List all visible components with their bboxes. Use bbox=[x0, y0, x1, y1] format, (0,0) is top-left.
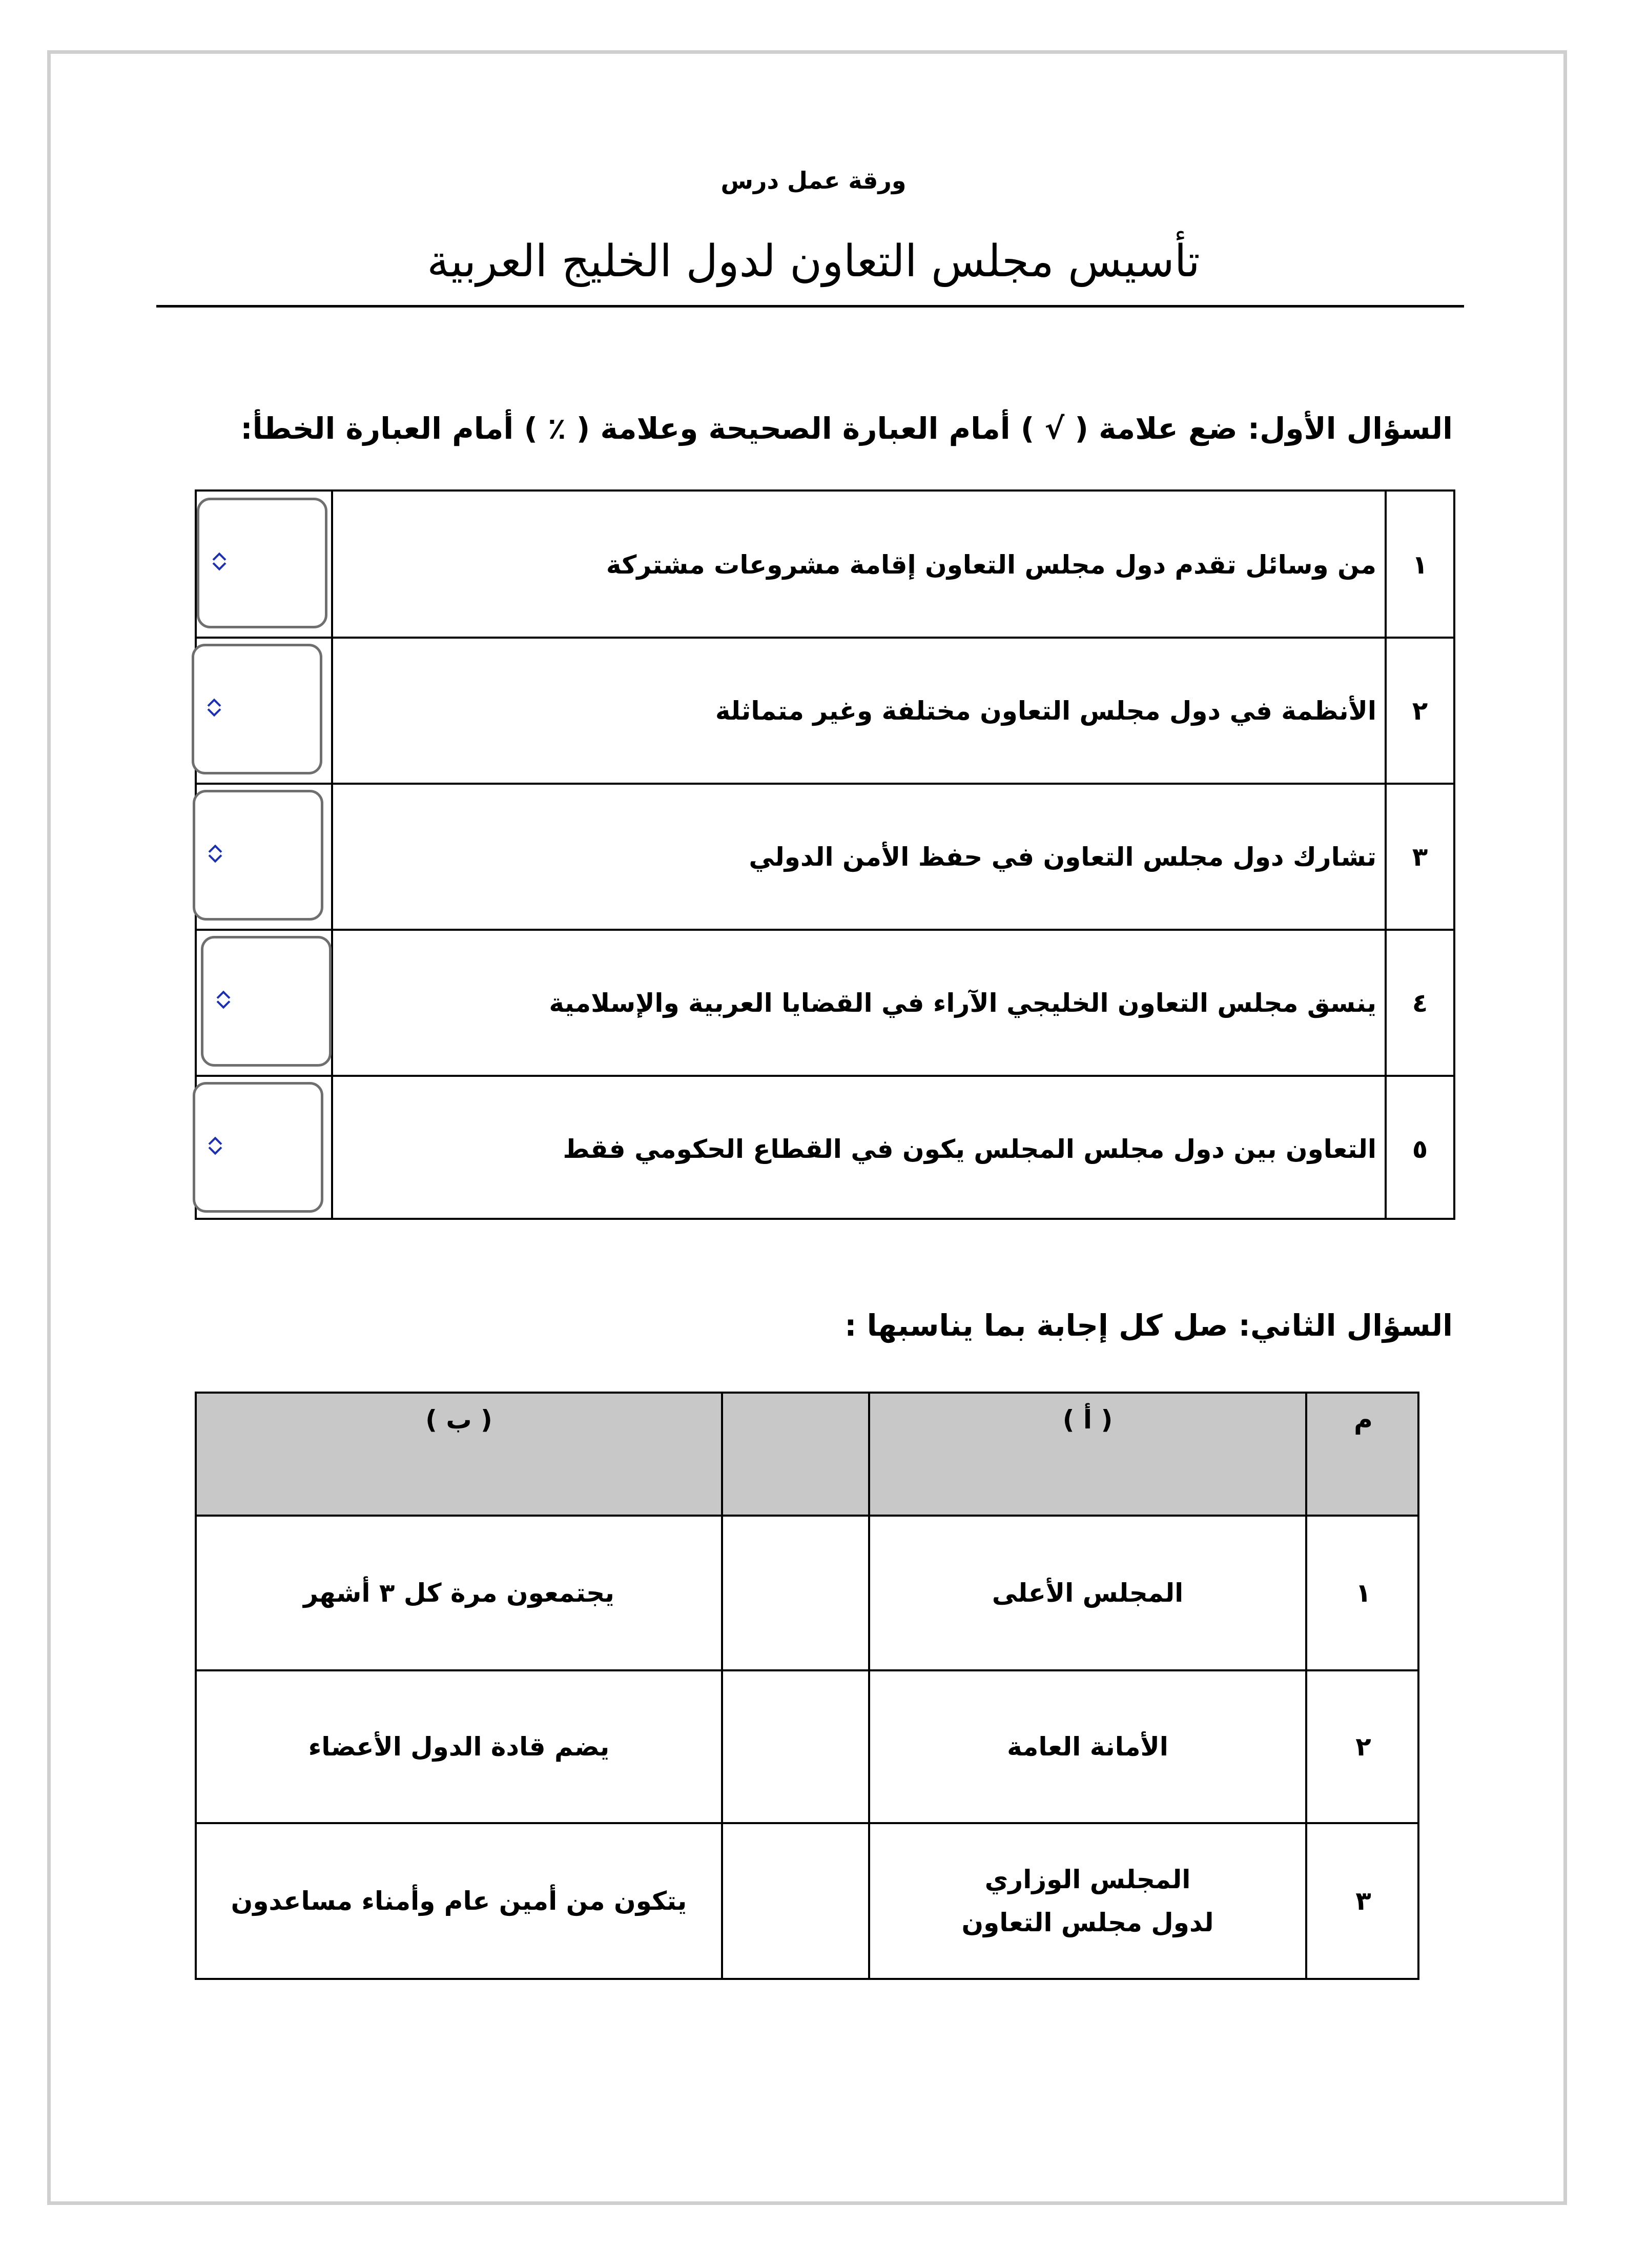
header-blank bbox=[723, 1394, 868, 1515]
statement-text: ينسق مجلس التعاون الخليجي الآراء في القضايا العربية والإسلامية bbox=[549, 988, 1376, 1018]
answer-dropdown[interactable] bbox=[193, 1082, 323, 1213]
title-underline bbox=[156, 305, 1464, 308]
table-row bbox=[197, 930, 1453, 1076]
answer-dropdown[interactable] bbox=[197, 498, 327, 628]
spinner-arrows-icon bbox=[205, 697, 223, 722]
match-answer-cell[interactable] bbox=[723, 1824, 868, 1978]
table-row bbox=[197, 638, 1453, 784]
column-a-item: المجلس الأعلى bbox=[992, 1578, 1184, 1608]
question1-heading: السؤال الأول: ضع علامة ( √ ) أمام العبارة الصحيحة وعلامة ( ٪ ) أمام العبارة الخطأ: bbox=[240, 411, 1453, 446]
row-number: ٤ bbox=[1412, 988, 1428, 1018]
column-a-item: المجلس الوزاري لدول مجلس التعاون bbox=[961, 1865, 1214, 1937]
spinner-arrows-icon bbox=[211, 550, 228, 576]
answer-dropdown[interactable] bbox=[193, 790, 323, 921]
column-b-item: يجتمعون مرة كل ٣ أشهر bbox=[303, 1578, 614, 1608]
header-column-b: ( ب ) bbox=[425, 1405, 492, 1435]
column-b-item: يضم قادة الدول الأعضاء bbox=[308, 1732, 610, 1762]
answer-dropdown[interactable] bbox=[201, 936, 332, 1067]
statement-text: الأنظمة في دول مجلس التعاون مختلفة وغير متماثلة bbox=[715, 696, 1376, 726]
header-number: م bbox=[1354, 1405, 1373, 1435]
row-number: ١ bbox=[1355, 1578, 1371, 1608]
table-row bbox=[197, 1076, 1453, 1222]
table-row bbox=[197, 492, 1453, 638]
header-column-a: ( أ ) bbox=[1062, 1405, 1113, 1435]
row-number: ٢ bbox=[1355, 1732, 1371, 1762]
statement-text: التعاون بين دول مجلس المجلس يكون في القطاع الحكومي فقط bbox=[563, 1134, 1376, 1164]
statement-text: تشارك دول مجلس التعاون في حفظ الأمن الدولي bbox=[749, 842, 1376, 872]
question2-heading: السؤال الثاني: صل كل إجابة بما يناسبها : bbox=[845, 1308, 1453, 1343]
statement-text: من وسائل تقدم دول مجلس التعاون إقامة مشروعات مشتركة bbox=[606, 549, 1376, 580]
row-number: ٣ bbox=[1355, 1886, 1371, 1916]
table-row bbox=[197, 784, 1453, 930]
row-number: ٢ bbox=[1412, 696, 1428, 726]
match-answer-cell[interactable] bbox=[723, 1517, 868, 1669]
match-answer-cell[interactable] bbox=[723, 1671, 868, 1822]
row-number: ٥ bbox=[1412, 1134, 1428, 1164]
worksheet-title: تأسيس مجلس التعاون لدول الخليج العربية bbox=[427, 236, 1200, 287]
worksheet-subtitle: ورقة عمل درس bbox=[720, 167, 907, 194]
column-a-item: الأمانة العامة bbox=[1007, 1732, 1168, 1762]
spinner-arrows-icon bbox=[207, 1135, 224, 1160]
column-b-item: يتكون من أمين عام وأمناء مساعدون bbox=[231, 1886, 687, 1916]
row-number: ١ bbox=[1412, 549, 1428, 580]
spinner-arrows-icon bbox=[207, 843, 224, 868]
answer-dropdown[interactable] bbox=[192, 644, 322, 774]
spinner-arrows-icon bbox=[215, 989, 232, 1014]
true-false-table bbox=[195, 489, 1455, 1220]
matching-table bbox=[195, 1392, 1419, 1980]
row-number: ٣ bbox=[1412, 842, 1428, 872]
